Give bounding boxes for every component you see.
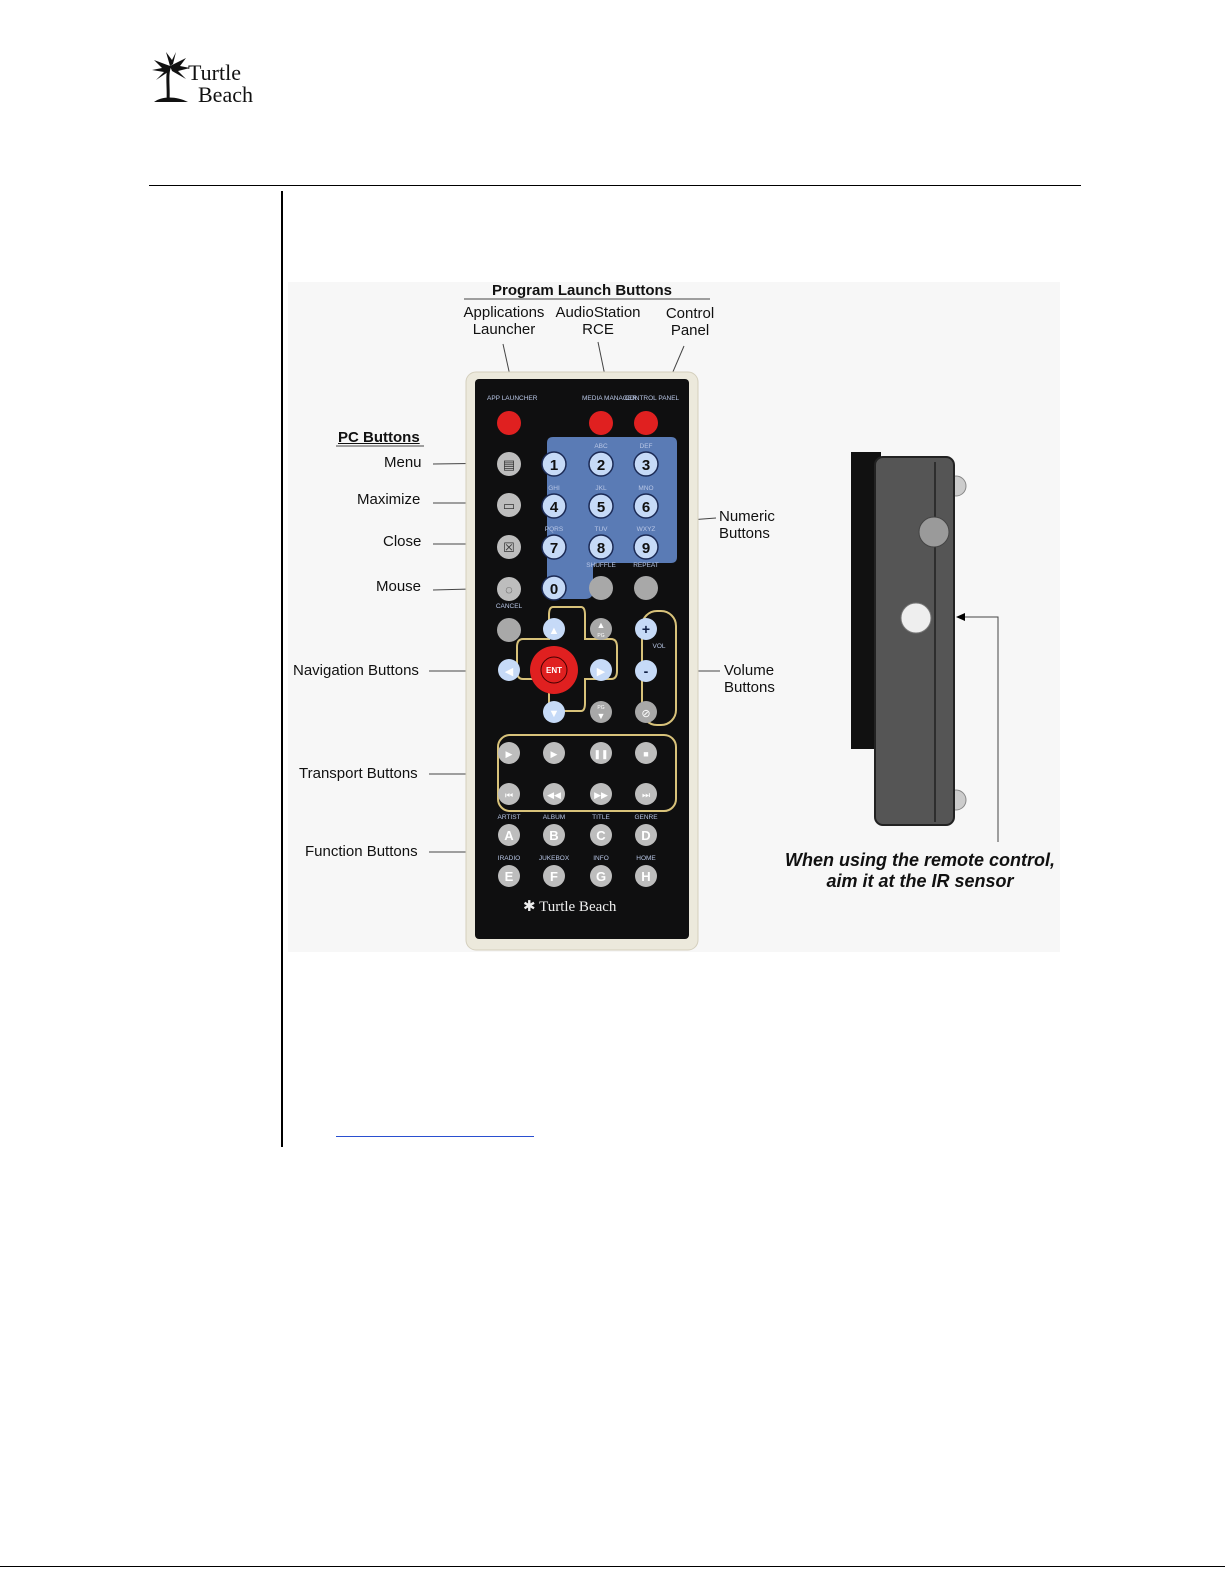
enter-label: ENT [546,666,562,675]
mute-icon: ⊘ [641,708,651,720]
label-line: RCE [582,321,614,338]
play-icon: ▶ [505,749,513,759]
function-name-artist: ARTIST [497,814,521,821]
ir-sensor-caption [770,850,1070,892]
volume-down-icon: - [643,663,649,679]
function-name-genre: GENRE [634,814,658,821]
remote-palm-icon: ✱ [523,899,536,915]
play-plus-icon: ▶ [550,749,558,759]
nav-up-icon: ▲ [548,625,560,637]
rewind-icon: ◀◀ [547,790,561,800]
label-close: Close [383,533,422,550]
label-line: Launcher [472,321,536,338]
page-up-label: PG [597,633,605,639]
function-name-title: TITLE [592,814,610,821]
label-numeric-buttons [719,508,775,542]
label-line: AudioStation [555,304,641,321]
page-down-label: PG [597,705,605,711]
fast-forward-icon: ▶▶ [594,790,608,800]
caption-control-panel: CONTROL PANEL [625,395,680,402]
function-key-A: A [504,828,514,843]
remote-brand-text: Turtle Beach [539,899,617,915]
label-line: Applications [463,304,545,321]
prev-track-icon: ⏮ [504,790,514,800]
function-key-H: H [641,869,651,884]
label-line: Volume [724,662,775,679]
function-key-C: C [596,828,606,843]
label-audiostation-rce [548,304,648,338]
logo-word-turtle: Turtle [188,60,241,85]
label-line: Panel [670,322,710,339]
volume-up-icon: + [641,621,651,637]
page-down-icon: ▼ [596,711,606,721]
label-applications-launcher [454,304,554,338]
digit-letters-3: DEF [639,443,653,450]
digit-label-5: 5 [596,499,606,516]
digit-label-4: 4 [549,499,559,516]
close-icon: ☒ [503,540,515,555]
caption-repeat: REPEAT [633,562,659,569]
caption-line: aim it at the IR sensor [826,871,1014,891]
menu-icon: ▤ [502,457,516,472]
digit-label-6: 6 [641,499,651,516]
program-launch-heading: Program Launch Buttons [492,282,673,299]
pause-icon: ❚❚ [593,749,609,759]
logo-word-beach: Beach [198,82,253,107]
label-volume-buttons [724,662,775,696]
digit-label-9: 9 [641,540,651,557]
hyperlink-underline[interactable] [336,1136,534,1137]
pc-buttons-heading: PC Buttons [338,429,420,446]
footer-rule [0,1566,1225,1567]
turtle-beach-logo [152,52,272,112]
digit-label-3: 3 [641,457,651,474]
function-name-album: ALBUM [542,814,566,821]
label-line: Buttons [719,525,770,542]
caption-cancel: CANCEL [495,603,523,610]
mouse-icon: ◌ [505,582,513,597]
digit-label-2: 2 [596,457,606,474]
label-line: Control [665,305,715,322]
digit-label-7: 7 [549,540,559,557]
function-key-D: D [641,828,651,843]
digit-label-0: 0 [549,581,559,598]
caption-media-manager: MEDIA MANAGER [582,395,637,402]
digit-letters-8: TUV [594,526,608,533]
header-rule [149,185,1081,186]
nav-left-icon: ◀ [504,666,514,678]
function-name-info: INFO [593,855,609,862]
remote-control-figure [288,282,1060,952]
label-control-panel [650,305,730,339]
digit-letters-5: JKL [595,485,607,492]
caption-vol: VOL [652,643,666,650]
caption-layer [465,371,699,951]
next-track-icon: ⏭ [641,790,651,800]
palm-tree-icon [152,52,192,104]
label-function-buttons: Function Buttons [305,843,418,860]
nav-right-icon: ▶ [596,666,606,678]
stop-icon: ■ [643,749,649,759]
caption-shuffle: SHUFFLE [586,562,616,569]
label-maximize: Maximize [357,491,421,508]
remote-side-view [851,452,966,825]
digit-letters-2: ABC [594,443,608,450]
label-mouse: Mouse [376,578,422,595]
caption-app-launcher: APP LAUNCHER [487,395,538,402]
caption-line: When using the remote control, [784,850,1055,870]
function-name-iradio: IRADIO [497,855,521,862]
remote-front-view [465,371,699,951]
margin-rule [281,191,283,1147]
function-name-jukebox: JUKEBOX [538,855,570,862]
function-key-E: E [504,869,514,884]
label-line: Numeric [719,508,775,525]
label-transport-buttons: Transport Buttons [299,765,418,782]
page-up-icon: ▲ [596,620,606,630]
digit-label-8: 8 [596,540,606,557]
digit-letters-9: WXYZ [636,526,656,533]
label-line: Buttons [724,679,775,696]
function-name-home: HOME [636,855,656,862]
digit-letters-6: MNO [638,485,654,492]
function-key-G: G [595,869,607,884]
label-navigation-buttons: Navigation Buttons [293,662,419,679]
digit-label-1: 1 [549,457,559,474]
maximize-icon: ▭ [502,498,516,513]
label-menu: Menu [384,454,422,471]
digit-letters-7: PQRS [544,526,564,533]
digit-letters-4: GHI [548,485,560,492]
nav-down-icon: ▼ [548,708,560,720]
function-key-F: F [550,869,558,884]
remote-brand [523,897,663,916]
function-key-B: B [549,828,559,843]
